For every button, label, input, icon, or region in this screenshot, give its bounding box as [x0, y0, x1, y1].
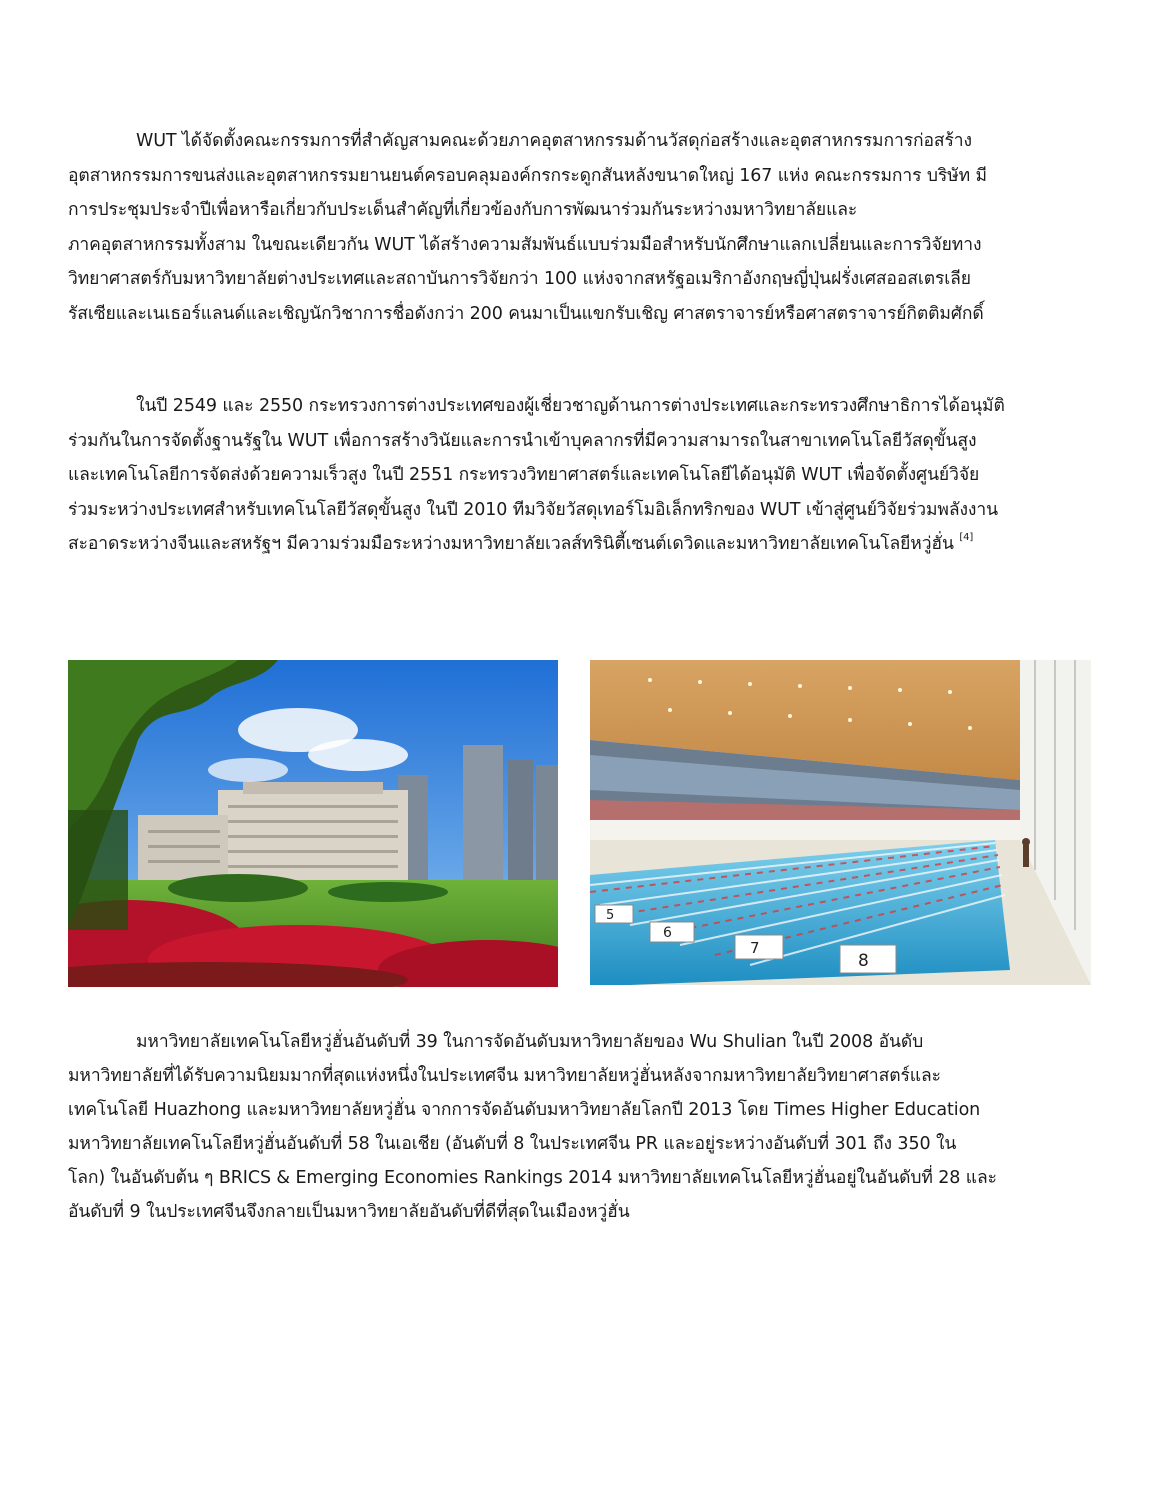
- paragraph-line: วิทยาศาสตร์กับมหาวิทยาลัยต่างประเทศและสถาบันการวิจัยกว่า 100 แห่งจากสหรัฐอเมริกาอังกฤษญี่ปุ่นฝรั่งเศสออสเตรเลีย: [68, 269, 971, 289]
- paragraph-3: [68, 1025, 1098, 1229]
- paragraph-line: มหาวิทยาลัยเทคโนโลยีหวู่ฮั่นอันดับที่ 39 ในการจัดอันดับมหาวิทยาลัยของ Wu Shulian ในปี 2008 อันดับ: [136, 1032, 924, 1052]
- start-block-number: 7: [750, 939, 760, 957]
- paragraph-line: มหาวิทยาลัยที่ได้รับความนิยมมากที่สุดแห่งหนึ่งในประเทศจีน มหาวิทยาลัยหวู่ฮั่นหลังจากมหาวิทยาลัยวิทยาศาสตร์และ: [68, 1066, 941, 1086]
- paragraph-line: ภาคอุตสาหกรรมทั้งสาม ในขณะเดียวกัน WUT ได้สร้างความสัมพันธ์แบบร่วมมือสำหรับนักศึกษาแลกเปลี่ยนและการวิจัยทาง: [68, 234, 982, 255]
- start-block-number: 6: [663, 925, 672, 941]
- paragraph-line: อุตสาหกรรมการขนส่งและอุตสาหกรรมยานยนต์ครอบคลุมองค์กรกระดูกสันหลังขนาดใหญ่ 167 แห่ง คณะกรรมการ บริษัท มี: [68, 165, 987, 186]
- paragraph-line: และเทคโนโลยีการจัดส่งด้วยความเร็วสูง ในปี 2551 กระทรวงวิทยาศาสตร์และเทคโนโลยีได้อนุมัติ WUT เพื่อจัดตั้งศูนย์วิจัย: [68, 465, 980, 485]
- start-block-number: 5: [606, 908, 615, 923]
- pool-illustration: [590, 660, 1091, 985]
- citation-link[interactable]: [4]: [959, 532, 974, 543]
- paragraph-line: มหาวิทยาลัยเทคโนโลยีหวู่ฮั่นอันดับที่ 58 ในเอเชีย (อันดับที่ 8 ในประเทศจีน PR และอยู่ระหว่างอันดับที่ 301 ถึง 350 ใน: [68, 1134, 957, 1154]
- paragraph-line: โลก) ในอันดับต้น ๆ BRICS & Emerging Economies Rankings 2014 มหาวิทยาลัยเทคโนโลยีหวู่ฮั่นอยู่ในอันดับที่ 28 และ: [68, 1168, 997, 1188]
- paragraph-line: ร่วมระหว่างประเทศสำหรับเทคโนโลยีวัสดุขั้นสูง ในปี 2010 ทีมวิจัยวัสดุเทอร์โมอิเล็กทริกของ WUT เข้าสู่ศูนย์วิจัยร่วมพลังงาน: [68, 499, 998, 520]
- paragraph-line: WUT ได้จัดตั้งคณะกรรมการที่สำคัญสามคณะด้วยภาคอุตสาหกรรมด้านวัสดุก่อสร้างและอุตสาหกรรมการก่อสร้าง: [136, 131, 972, 151]
- paragraph-line: การประชุมประจำปีเพื่อหารือเกี่ยวกับประเด็นสำคัญที่เกี่ยวข้องกับการพัฒนาร่วมกันระหว่างมหาวิทยาลัยและ: [68, 200, 858, 220]
- paragraph-line-text: สะอาดระหว่างจีนและสหรัฐฯ มีความร่วมมือระหว่างมหาวิทยาลัยเวลส์ทรินิตี้เซนต์เดวิดและมหาวิทยาลัยเทคโนโลยีหวู่ฮั่น: [68, 534, 954, 554]
- paragraph-line: รัสเซียและเนเธอร์แลนด์และเชิญนักวิชาการชื่อดังกว่า 200 คนมาเป็นแขกรับเชิญ ศาสตราจารย์หรือศาสตราจารย์กิตติมศักดิ์: [68, 303, 984, 324]
- start-block-number: 8: [858, 951, 869, 971]
- paragraph-line: [68, 527, 1098, 562]
- paragraph-line: เทคโนโลยี Huazhong และมหาวิทยาลัยหวู่ฮั่น จากการจัดอันดับมหาวิทยาลัยโลกปี 2013 โดย Times Higher Education: [68, 1100, 981, 1120]
- paragraph-line: ร่วมกันในการจัดตั้งฐานรัฐใน WUT เพื่อการสร้างวินัยและการนำเข้าบุคลากรที่มีความสามารถในสาขาเทคโนโลยีวัสดุขั้นสูง: [68, 430, 977, 451]
- campus-photo: [68, 660, 558, 987]
- paragraph-2: [68, 389, 1098, 562]
- paragraph-line: ในปี 2549 และ 2550 กระทรวงการต่างประเทศของผู้เชี่ยวชาญด้านการต่างประเทศและกระทรวงศึกษาธิการได้อนุมัติ: [136, 396, 1005, 416]
- paragraph-1: [68, 124, 1098, 331]
- campus-illustration: [68, 660, 558, 987]
- natatorium-photo: [590, 660, 1091, 985]
- paragraph-line: อันดับที่ 9 ในประเทศจีนจึงกลายเป็นมหาวิทยาลัยอันดับที่ดีที่สุดในเมืองหวู่ฮั่น: [68, 1202, 630, 1222]
